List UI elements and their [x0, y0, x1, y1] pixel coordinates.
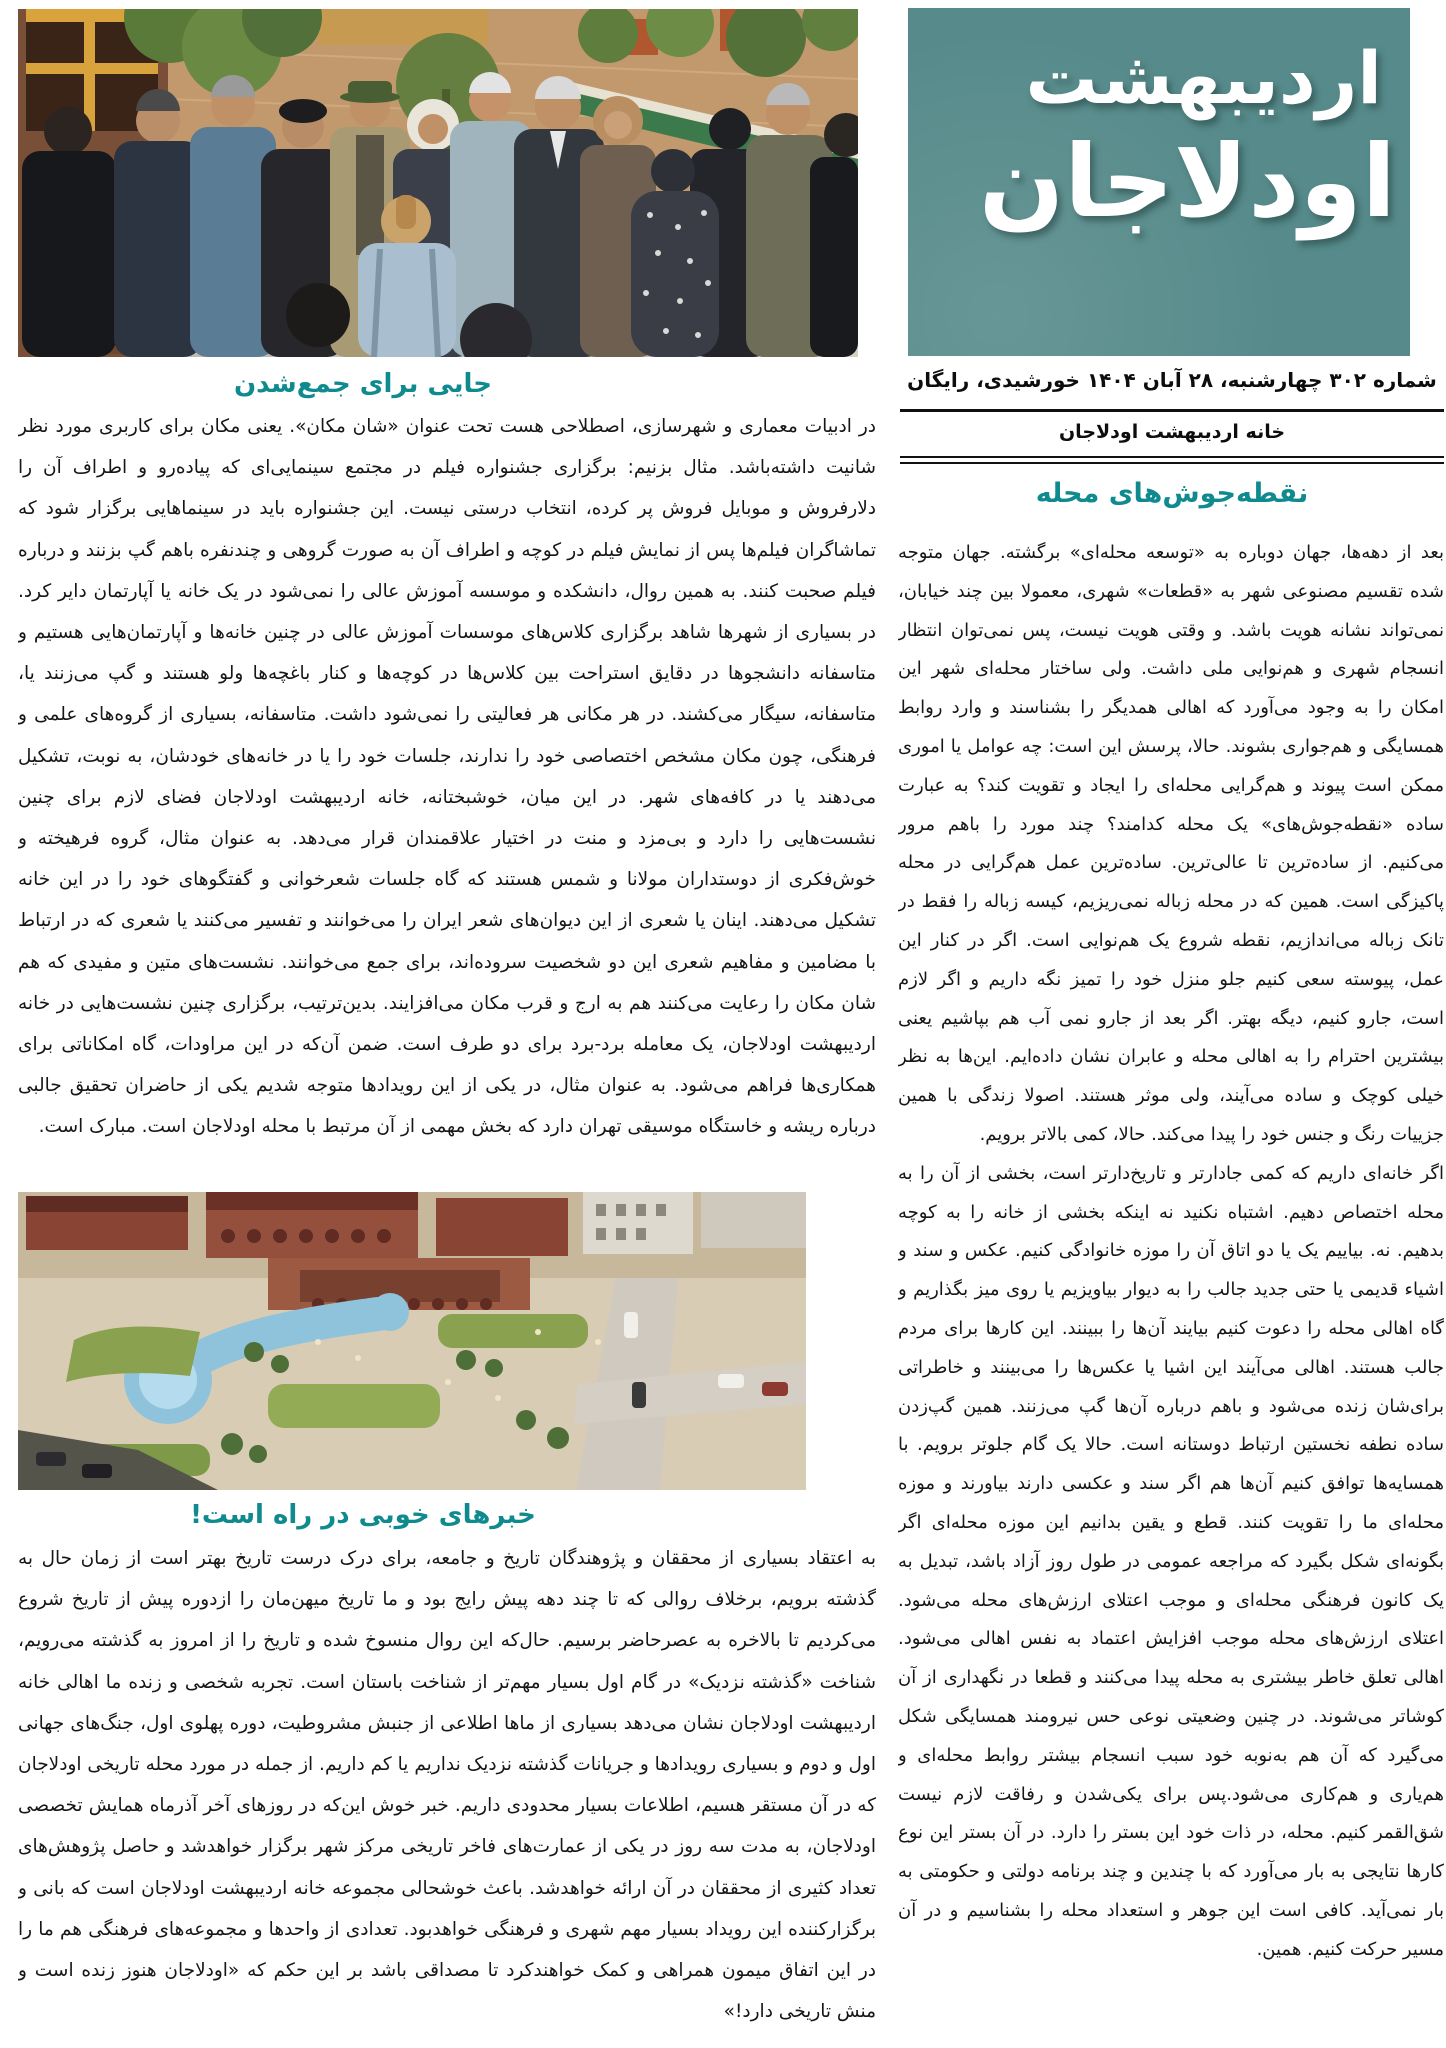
left-column [18, 0, 876, 2048]
issue-line: شماره ۳۰۲ چهارشنبه، ۲۸ آبان ۱۴۰۴ خورشیدی، رایگان [907, 368, 1437, 392]
left-top-article-paragraph: در ادبیات معماری و شهرسازی، اصطلاحی هست تحت عنوان «شان مکان». یعنی مکان برای کاربری مورد نظر شانیت داشته‌باشد. مثال بزنیم: برگزاری جشنواره فیلم در مجتمع سینمایی‌ای که پیاده‌رو و اطراف آن را دلارفروش و موبایل فروش پر کرده، انتخاب درستی نیست. این جشنواره باید در سینماهایی برگزار شود که تماشاگران فیلم‌ها پس از نمایش فیلم در کوچه و اطراف آن به صورت گروهی و چندنفره باهم گپ بزنند و درباره فیلم صحبت کنند. به همین روال، دانشکده و موسسه آموزش عالی را نمی‌شود در یک خانه یا آپارتمان دایر کرد. در بسیاری از شهرها شاهد برگزاری کلاس‌های موسسات آموزش عالی در چنین خانه‌ها و آپارتمان‌هایی هستیم و متاسفانه دانشجوها در دقایق استراحت بین کلاس‌ها در کوچه‌ها و کنار باغچه‌ها ولو هستند و گپ می‌زنند یا، متاسفانه، سیگار می‌کشند. در هر مکانی هر فعالیتی را نمی‌شود داشت. متاسفانه، بسیاری از گروه‌های علمی و فرهنگی، چون مکان مشخص اختصاصی خود را ندارند، جلسات خود را یا در خانه‌های خودشان، به نوبت، تشکیل می‌دهند یا در کافه‌های شهر. در این میان، خوشبختانه، خانه اردیبهشت اودلاجان فضای لازم برای چنین نشست‌هایی را دارد و بی‌مزد و منت در اختیار علاقمندان قرار می‌دهد. به عنوان مثال، گروه فرهیخته و خوش‌فکری از دوستداران مولانا و شمس هستند که گاه جلسات شعرخوانی و گفتگوهای خود را در این خانه تشکیل می‌دهند. اینان یا شعری از این دیوان‌های شعر ایران را می‌خوانند و تفسیر می‌کنند یا شعری که در ارتباط با مضامین و مفاهیم شعری این دو شخصیت سروده‌اند، برای جمع می‌خوانند. نشست‌های متین و مفیدی که هم شان مکان را رعایت می‌کنند هم به ارج و قرب مکان می‌افزایند. بدین‌ترتیب، برگزاری چنین نشست‌هایی در خانه اردیبهشت اودلاجان، یک معامله برد-برد برای دو طرف است. ضمن آن‌که در این مراودات، گاه امکاناتی برای همکاری‌ها فراهم می‌شود. به عنوان مثال، در یکی از این رویدادها متوجه شدیم یکی از حاضران تحقیق جالبی درباره ریشه و خاستگاه موسیقی تهران دارد که بخش مهمی از آن مرتبط با محله اودلاجان است. مبارک است. [18, 416, 876, 1138]
right-article-body [898, 534, 1444, 2040]
divider-rule-bottom [900, 456, 1444, 464]
masthead-title-line2: اودلاجان [978, 123, 1396, 240]
masthead-title-line1: اردیبهشت [1025, 36, 1382, 120]
aerial-plaza-photo-graphic [18, 1192, 806, 1490]
aerial-plaza-photo [18, 1192, 806, 1490]
left-bottom-article-paragraph: به اعتقاد بسیاری از محققان و پژوهندگان تاریخ و جامعه، برای درک درست تاریخ بهتر است از زمان حال به گذشته برویم، برخلاف روالی که تا چند دهه پیش رایج بود و ما تاریخ میهن‌مان را ازدوره پیش از تاریخ شروع می‌کردیم تا بالاخره به عصرحاضر برسیم. حال‌که این روال منسوخ شده و تاریخ را از امروز به گذشته می‌رویم، شناخت «گذشته نزدیک» در گام اول بسیار مهم‌تر از شناخت باستان است. تجربه شخصی و زنده ما اهالی خانه اردیبهشت اودلاجان نشان می‌دهد بسیاری از ماها اطلاعی از جنبش مشروطیت، دوره پهلوی اول، جنگ‌های جهانی اول و دوم و بسیاری رویدادها و جریانات گذشته نزدیک نداریم یا کم داریم. از جمله در مورد محله تاریخی اودلاجان که در آن مستقر هسیم، اطلاعات بسیار محدودی داریم. خبر خوش این‌که در روزهای آخر آذرماه همایش تخصصی اودلاجان، به مدت سه روز در یکی از عمارت‌های فاخر تاریخی مرکز شهر برگزار خواهدشد و حاصل پژوهش‌های تعداد کثیری از محققان در آن ارائه خواهدشد. باعث خوشحالی مجموعه خانه اردیبهشت اودلاجان است که بانی و برگزارکننده این رویداد بسیار مهم شهری و فرهنگی خواهدبود. تعدادی از واحدها و مجموعه‌های فرهنگی هم ما را در این اتفاق میمون همراهی و کمک خواهندکرد تا مصداقی باشد بر این حکم که «اودلاجان هنوز زنده است و منش تاریخی دارد!» [18, 1548, 876, 2023]
left-top-article-body [18, 406, 876, 1190]
left-bottom-article-heading: خبرهای خوبی در راه است! [190, 1500, 536, 1530]
right-article-heading: نقطه‌جوش‌های محله [1035, 478, 1309, 509]
publisher-line: خانه اردیبهشت اودلاجان [1058, 421, 1286, 443]
right-article-paragraph-2: اگر خانه‌ای داریم که کمی جادارتر و تاریخ‌دارتر است، بخشی از آن را به محله اختصاص دهیم. اشتباه نکنید نه اینکه بخشی از خانه را به کوچه بدهیم. نه. بیاییم یک یا دو اتاق آن را موزه خانوادگی کنیم. عکس و سند و اشیاء قدیمی یا حتی جدید جالب را به دیوار بیاویزیم یا روی میز بگذاریم و گاه اهالی محله را دعوت کنیم بیایند آن‌ها را ببینند. این کارها برای مردم جالب هستند. اهالی می‌آیند این اشیا یا عکس‌ها را می‌بینند و خاطراتی برای‌شان زنده می‌شود و باهم درباره آن‌ها گپ می‌زنند. همین گپ‌زدن ساده نطفه نخستین ارتباط دوستانه است. حالا یک گام جلوتر برویم. با همسایه‌ها توافق کنیم آن‌ها هم اگر سند و عکسی دارند بیاورند و موزه محله‌ای ما را تقویت کنند. قطع و یقین بدانیم این موزه محله‌ای اگر بگونه‌ای شکل بگیرد که مراجعه عمومی در طول روز آزاد باشد، تبدیل به یک کانون فرهنگی محله‌ای و موجب اعتلای ارزش‌های محله می‌شود. اعتلای ارزش‌های محله موجب افزایش اعتماد به نفس اهالی می‌شود. اهالی تعلق خاطر بیشتری به محله پیدا می‌کنند و قطعا در نگهداری از آن کوشاتر می‌شوند. در چنین وضعیتی نوعی حس نیرومند همسایگی شکل می‌گیرد که آن هم به‌نوبه خود سبب انسجام بیشتر روابط محله‌ای و هم‌یاری و هم‌کاری می‌شود.پس برای یکی‌شدن و رفاقت لازم نیست شق‌القمر کنیم. محله، در ذات خود این بستر را دارد. در آن بستر این نوع کارها نتایجی به بار می‌آورد که با چندین و چند برنامه دولتی و حکومتی به بار نمی‌آید. کافی است این جوهر و استعداد محله را بشناسیم و در آن مسیر حرکت کنیم. همین. [898, 1162, 1444, 1960]
courtyard-group-photo-graphic [18, 9, 858, 357]
right-article-paragraph-1: بعد از دهه‌ها، جهان دوباره به «توسعه محله‌ای» برگشته. جهان متوجه شده تقسیم مصنوعی شهر به «قطعات» شهری، معمولا بین چند خیابان، نمی‌تواند نشانه هویت باشد. و وقتی هویت نیست، پس نمی‌توان انتظار انسجام شهری و هم‌نوایی ملی داشت. ولی ساختار محله‌ای شهر این امکان را به وجود می‌آورد که اهالی همدیگر را بشناسند و وارد روابط همسایگی و هم‌جواری بشوند. حالا، پرسش این است: چه عوامل یا اموری ممکن است پیوند و هم‌گرایی محله‌ای را ایجاد و تقویت کند؟ به عبارت ساده «نقطه‌جوش‌های» یک محله کدامند؟ چند مورد را باهم مرور می‌کنیم. از ساده‌ترین تا عالی‌ترین. ساده‌ترین عمل هم‌گرایی در محله پاکیزگی است. همین که در محله زباله نمی‌ریزیم، کیسه زباله را فقط در تانک زباله می‌اندازیم، نقطه شروع یک هم‌نوایی است. اگر در کنار این عمل، پیوسته سعی کنیم جلو منزل خود را تمیز نگه داریم و اگر لازم است، جارو کنیم، دیگه بهتر. اگر بعد از جارو نمی آب هم بپاشیم یعنی بیشترین احترام را به اهالی محله و عابران نشان داده‌ایم. این‌ها به نظر خیلی کوچک و ساده می‌آیند، ولی موثر هستند. اصولا زندگی با همین جزییات رنگ و جنس خود را پیدا می‌کند. حالا، کمی بالاتر برویم. [898, 542, 1444, 1145]
divider-rule-top [900, 409, 1444, 412]
left-top-article-heading: جایی برای جمع‌شدن [233, 369, 493, 399]
left-bottom-article-body [18, 1538, 876, 2038]
masthead-banner [908, 8, 1410, 356]
courtyard-group-photo [18, 9, 858, 357]
right-column [898, 0, 1446, 2048]
